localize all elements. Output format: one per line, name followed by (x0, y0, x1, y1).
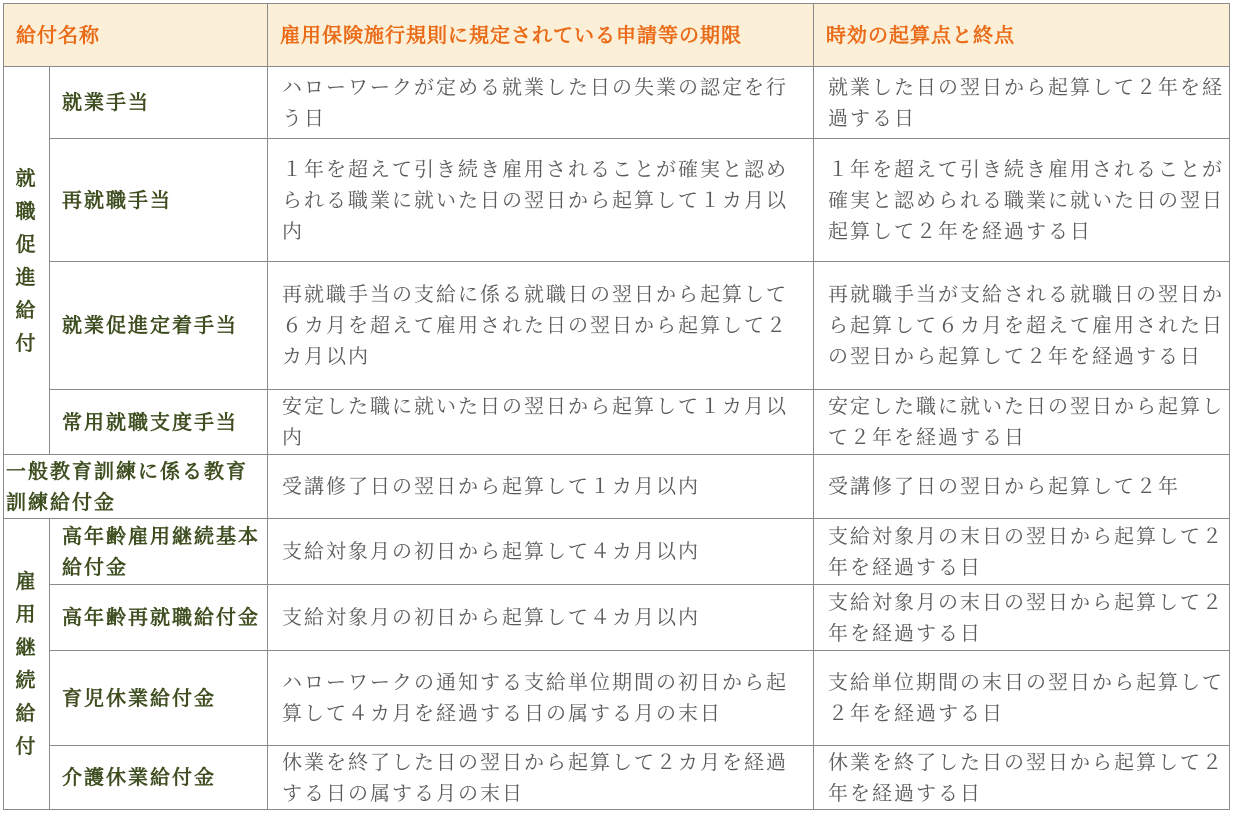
group-label-char: 継 (15, 635, 38, 659)
application-deadline: ハローワークが定める就業した日の失業の認定を行う日 (268, 67, 814, 139)
table-row (4, 455, 1230, 519)
benefit-name: 就業促進定着手当 (50, 262, 268, 390)
group-label-char: 就 (15, 165, 38, 190)
table-row (4, 519, 1230, 585)
limitation-period: 支給単位期間の末日の翌日から起算して２年を経過する日 (814, 651, 1230, 746)
limitation-period: １年を超えて引き続き雇用されることが確実と認められる職業に就いた日の翌日起算して２年を経過する日 (814, 139, 1230, 262)
group-label-char: 続 (15, 668, 38, 692)
header-limitation-period: 時効の起算点と終点 (814, 4, 1230, 67)
table-row (4, 139, 1230, 262)
application-deadline: １年を超えて引き続き雇用されることが確実と認められる職業に就いた日の翌日から起算して１カ月以内 (268, 139, 814, 262)
table-row (4, 651, 1230, 746)
group-label-reemployment-promotion (4, 67, 50, 455)
group-label-employment-continuation (4, 519, 50, 810)
benefit-name: 介護休業給付金 (50, 746, 268, 810)
table-row (4, 67, 1230, 139)
benefit-name: 一般教育訓練に係る教育訓練給付金 (4, 455, 268, 519)
benefit-name: 高年齢雇用継続基本給付金 (50, 519, 268, 585)
header-application-deadline: 雇用保険施行規則に規定されている申請等の期限 (268, 4, 814, 67)
limitation-period: 安定した職に就いた日の翌日から起算して２年を経過する日 (814, 390, 1230, 455)
header-row (4, 4, 1230, 67)
group-label-char: 給 (15, 701, 38, 725)
application-deadline: 安定した職に就いた日の翌日から起算して１カ月以内 (268, 390, 814, 455)
table-row (4, 262, 1230, 390)
limitation-period: 支給対象月の末日の翌日から起算して２年を経過する日 (814, 519, 1230, 585)
table-row (4, 390, 1230, 455)
application-deadline: 支給対象月の初日から起算して４カ月以内 (268, 519, 814, 585)
group-label-char: 付 (15, 330, 38, 355)
application-deadline: 再就職手当の支給に係る就職日の翌日から起算して６カ月を超えて雇用された日の翌日から起算して２カ月以内 (268, 262, 814, 390)
benefit-name: 再就職手当 (50, 139, 268, 262)
limitation-period: 休業を終了した日の翌日から起算して２年を経過する日 (814, 746, 1230, 810)
limitation-period: 再就職手当が支給される就職日の翌日から起算して６カ月を超えて雇用された日の翌日から起算して２年を経過する日 (814, 262, 1230, 390)
application-deadline: 受講修了日の翌日から起算して１カ月以内 (268, 455, 814, 519)
group-label-char: 雇 (15, 569, 38, 593)
limitation-period: 支給対象月の末日の翌日から起算して２年を経過する日 (814, 585, 1230, 651)
group-label-char: 進 (15, 264, 38, 289)
application-deadline: ハローワークの通知する支給単位期間の初日から起算して４カ月を経過する日の属する月の末日 (268, 651, 814, 746)
benefit-name: 高年齢再就職給付金 (50, 585, 268, 651)
group-label-char: 用 (15, 602, 38, 626)
table-row (4, 746, 1230, 810)
benefit-name: 育児休業給付金 (50, 651, 268, 746)
header-benefit-name: 給付名称 (4, 4, 268, 67)
group-label-char: 給 (15, 297, 38, 322)
group-label-char: 付 (15, 734, 38, 758)
benefit-deadline-table (3, 3, 1230, 810)
table-row (4, 585, 1230, 651)
application-deadline: 支給対象月の初日から起算して４カ月以内 (268, 585, 814, 651)
benefit-name: 就業手当 (50, 67, 268, 139)
limitation-period: 就業した日の翌日から起算して２年を経過する日 (814, 67, 1230, 139)
group-label-char: 職 (15, 198, 38, 223)
limitation-period: 受講修了日の翌日から起算して２年 (814, 455, 1230, 519)
benefit-name: 常用就職支度手当 (50, 390, 268, 455)
group-label-char: 促 (15, 231, 38, 256)
application-deadline: 休業を終了した日の翌日から起算して２カ月を経過する日の属する月の末日 (268, 746, 814, 810)
